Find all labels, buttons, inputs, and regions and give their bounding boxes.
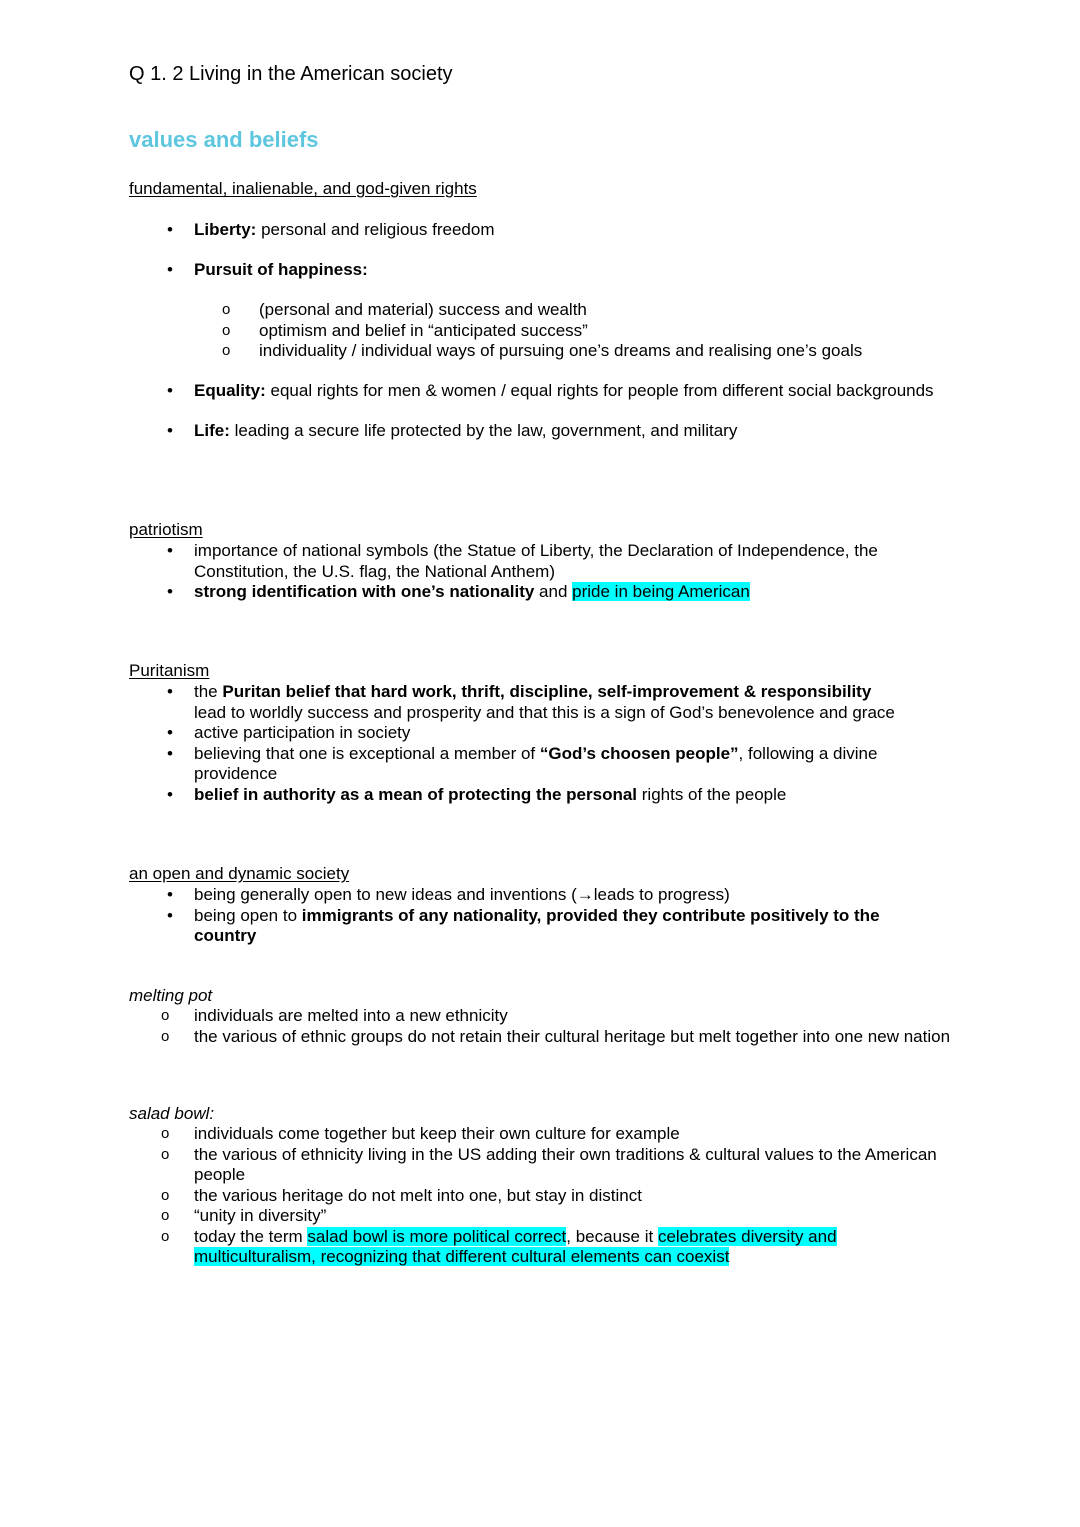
circle-bullet-icon: o xyxy=(161,1125,170,1142)
open-society-label: an open and dynamic society xyxy=(129,864,350,883)
patriotism-list xyxy=(129,541,899,603)
list-item: o the various heritage do not melt into one, but stay in distinct xyxy=(161,1185,642,1205)
circle-bullet-icon: o xyxy=(161,1227,170,1245)
rights-list-pursuit xyxy=(129,260,899,281)
list-item: • believing that one is exceptional a member of “God’s choosen people”, following a divine providence xyxy=(129,744,899,785)
bullet-icon: • xyxy=(167,582,173,601)
rights-list-equality xyxy=(129,381,959,402)
circle-bullet-icon: o xyxy=(161,1007,170,1024)
list-item: • being open to immigrants of any nationality, provided they contribute positively to the country xyxy=(129,906,899,947)
bullet-icon: • xyxy=(167,784,173,804)
bullet-icon: • xyxy=(167,743,173,763)
puritanism-list xyxy=(129,682,899,805)
bullet-icon: • xyxy=(167,421,173,440)
list-item: • being generally open to new ideas and inventions (→leads to progress) xyxy=(129,885,899,906)
sub-item: o optimism and belief in “anticipated success” xyxy=(222,320,588,340)
sub-item: o individuality / individual ways of pursuing one’s dreams and realising one’s goals xyxy=(222,341,863,360)
rights-label: fundamental, inalienable, and god-given rights xyxy=(129,179,477,198)
bullet-icon: • xyxy=(167,381,173,400)
circle-bullet-icon: o xyxy=(161,1027,170,1045)
melting-pot-list xyxy=(129,1006,959,1047)
circle-bullet-icon: o xyxy=(222,342,231,359)
list-item: • belief in authority as a mean of protecting the personal rights of the people xyxy=(129,785,899,806)
circle-bullet-icon: o xyxy=(161,1186,170,1204)
list-item: o individuals come together but keep their own culture for example xyxy=(161,1124,680,1143)
list-item-life: • Life: leading a secure life protected by the law, government, and military xyxy=(129,421,899,442)
bullet-icon: • xyxy=(167,220,173,239)
list-item: • strong identification with one’s nationality and pride in being American xyxy=(129,582,899,603)
bullet-icon: • xyxy=(167,905,173,925)
list-item: • importance of national symbols (the Statue of Liberty, the Declaration of Independence, the Constitution, the U.S. flag, the National Anthem) xyxy=(129,541,899,582)
patriotism-label: patriotism xyxy=(129,520,203,539)
bullet-icon: • xyxy=(167,682,173,701)
melting-pot-label: melting pot xyxy=(129,986,213,1005)
pursuit-sublist xyxy=(194,300,894,362)
salad-bowl-list xyxy=(129,1124,959,1268)
list-item-liberty: • Liberty: personal and religious freedom xyxy=(129,220,899,241)
puritanism-label: Puritanism xyxy=(129,661,210,680)
list-item: • the Puritan belief that hard work, thrift, discipline, self-improvement & responsibility lead to worldly success and prosperity and that this is a sign of God’s benevolence and grace xyxy=(129,682,899,723)
highlighted-text: celebrates diversity and multiculturalism, recognizing that different cultural elements can coexist xyxy=(194,1226,837,1266)
list-item: o today the term salad bowl is more political correct, because it celebrates diversity and multiculturalism, recognizing that different cultural elements can coexist xyxy=(161,1226,837,1266)
list-item: • active participation in society xyxy=(129,723,899,744)
bullet-icon: • xyxy=(167,260,173,279)
page-title: Q 1. 2 Living in the American society xyxy=(129,63,453,85)
rights-list-life xyxy=(129,421,899,442)
circle-bullet-icon: o xyxy=(161,1207,170,1224)
list-item: o the various of ethnic groups do not retain their cultural heritage but melt together into one new nation xyxy=(161,1026,951,1046)
circle-bullet-icon: o xyxy=(222,301,231,318)
open-society-list xyxy=(129,885,899,947)
circle-bullet-icon: o xyxy=(161,1145,170,1163)
list-item: o individuals are melted into a new ethnicity xyxy=(161,1006,508,1025)
sub-item: o (personal and material) success and wealth xyxy=(222,300,587,319)
bullet-icon: • xyxy=(167,723,173,742)
highlighted-text: salad bowl is more political correct xyxy=(307,1226,567,1246)
list-item-pursuit: • Pursuit of happiness: xyxy=(129,260,899,281)
list-item: o “unity in diversity” xyxy=(161,1206,327,1225)
list-item-equality: • Equality: equal rights for men & women / equal rights for people from different social backgrounds xyxy=(129,381,959,402)
circle-bullet-icon: o xyxy=(222,321,231,339)
salad-bowl-label: salad bowl: xyxy=(129,1104,215,1123)
list-item: o the various of ethnicity living in the US adding their own traditions & cultural values to the American people xyxy=(161,1144,937,1184)
bullet-icon: • xyxy=(167,885,173,904)
highlighted-text: pride in being American xyxy=(572,582,750,601)
section-heading: values and beliefs xyxy=(129,127,319,152)
bullet-icon: • xyxy=(167,541,173,560)
rights-list xyxy=(129,220,899,241)
